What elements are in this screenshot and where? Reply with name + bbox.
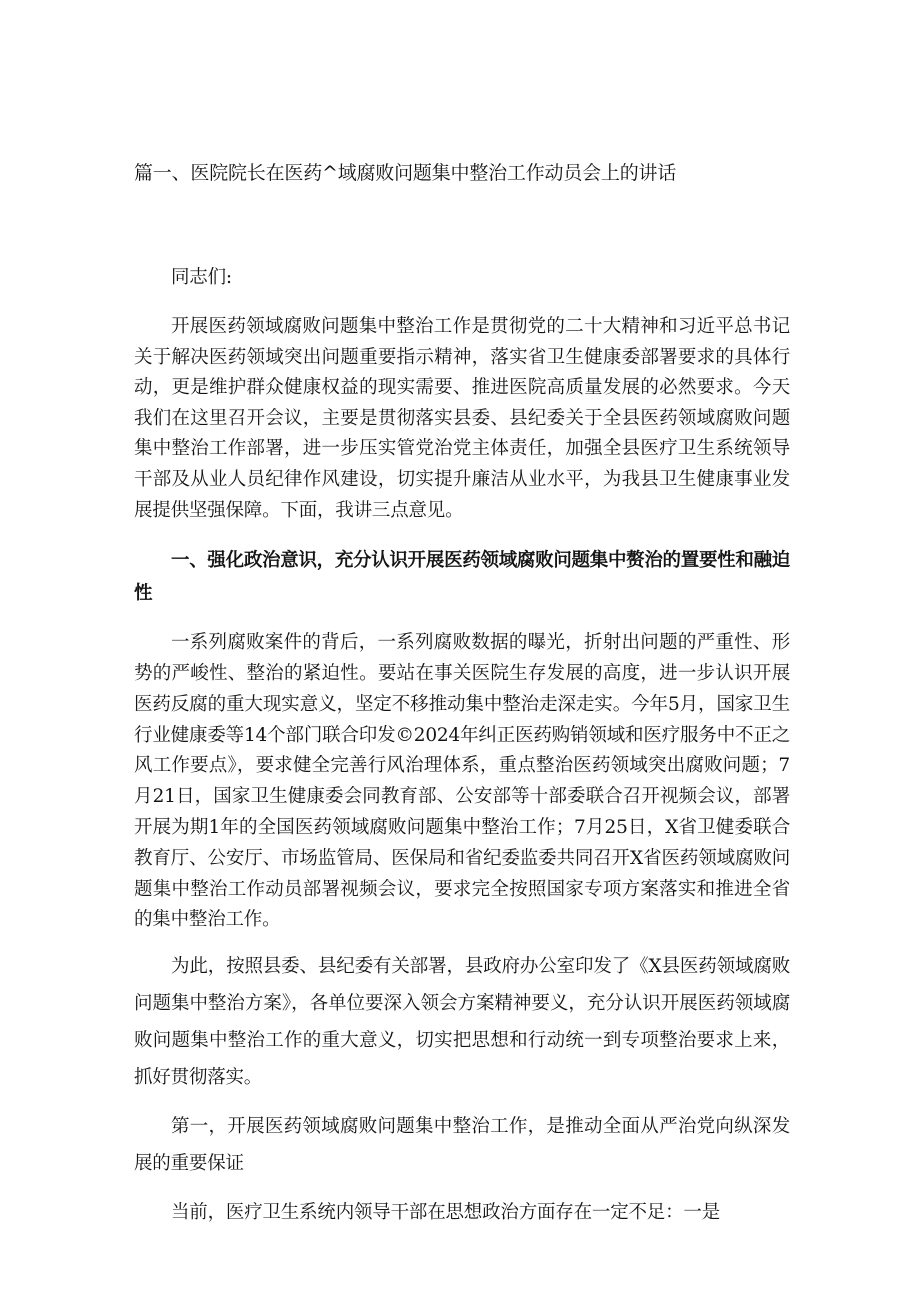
paragraph-intro: 开展医药领域腐败问题集中整治工作是贯彻党的二十大精神和习近平总书记关于解决医药领域突出问题重要指示精神，落实省卫生健康委部署要求的具体行动，更是维护群众健康权益的现实需要、推进医院高质量发展的必然要求。今天我们在这里召开会议，主要是贯彻落实县委、县纪委关于全县医药领域腐败问题集中整治工作部署，进一步压实管党治党主体责任，加强全县医疗卫生系统领导干部及从业人员纪律作风建设，切实提升廉洁从业水平，为我县卫生健康事业发展提供坚强保障。下面，我讲三点意见。 — [134, 316, 790, 521]
paragraph-background: 一系列腐败案件的背后，一系列腐败数据的曝光，折射出问题的严重性、形势的严峻性、整治的紧迫性。要站在事关医院生存发展的高度，进一步认识开展医药反腐的重大现实意义，坚定不移推动集中整治走深走实。今年5月，国家卫生行业健康委等14个部门联合印发©2024年纠正医药购销领域和医疗服务中不正之风工作要点》，要求健全完善行风治理体系，重点整治医药领域突出腐败问题；7月21日，国家卫生健康委会同教育部、公安部等十部委联合召开视频会议，部署开展为期1年的全国医药领域腐败问题集中整治工作；7月25日，X省卫健委联合教育厅、公安厅、市场监管局、医保局和省纪委监委共同召开X省医药领域腐败问题集中整治工作动员部署视频会议，要求完全按照国家专项方案落实和推进全省的集中整治工作。 — [134, 632, 790, 931]
paragraph-current-situation: 当前，医疗卫生系统内领导干部在思想政治方面存在一定不足：一是 — [171, 1202, 721, 1224]
section-heading-1: 一、强化政治意识，充分认识开展医药领域腐败问题集中赘治的置要性和融迫性 — [134, 550, 790, 605]
greeting: 同志们: — [171, 267, 232, 288]
paragraph-first-point: 第一，开展医药领域腐败问题集中整治工作，是推动全面从严治党向纵深发展的重要保证 — [134, 1116, 790, 1175]
paragraph-county-plan: 为此，按照县委、县纪委有关部署，县政府办公室印发了《X县医药领域腐败问题集中整治方案》，各单位要深入领会方案精神要义，充分认识开展医药领域腐败问题集中整治工作的重大意义，切实把思想和行动统一到专项整治要求上来，抓好贯彻落实。 — [134, 956, 790, 1089]
document-title: 篇一、医院院长在医药^域腐败问题集中整治工作动员会上的讲话 — [134, 162, 677, 184]
document-body — [134, 264, 790, 1231]
